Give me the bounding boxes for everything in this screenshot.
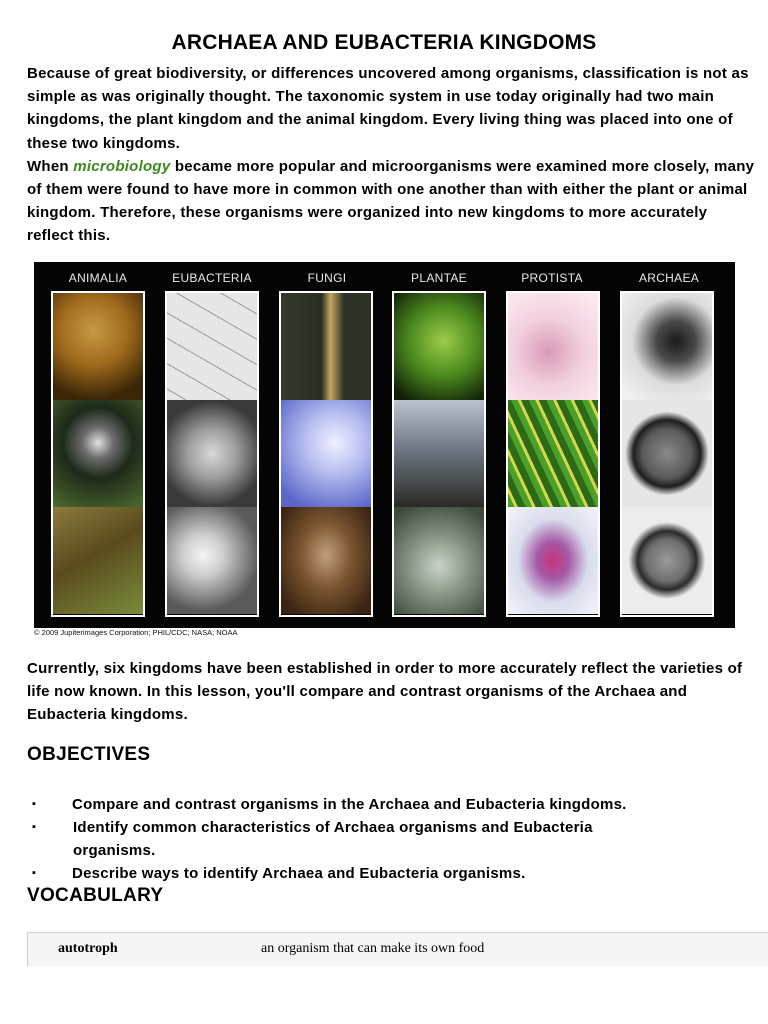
objective-item-1 — [27, 793, 727, 816]
objective-item-2 — [27, 816, 677, 862]
archaea-images — [620, 291, 714, 617]
filament-bacteria-image — [167, 293, 257, 400]
lesson-intro-text: Currently, six kingdoms have been established in order to more accurately reflect the varieties of life now known. In this lesson, you'll compare and contrast organisms of the Archaea and Eubacteria kingdoms. — [27, 660, 743, 724]
diatom-image — [508, 400, 598, 507]
eubacteria-images — [165, 291, 259, 617]
archaea-cell-3-image — [622, 507, 712, 614]
intro-p2-end: became more popular and microorganisms were examined more closely, many of them were found to have more in common with one another than with either the plant or animal kingdom. Therefore, these organisms were organized into new kingdoms to more accurately reflect this. — [27, 157, 759, 245]
lesson-intro — [27, 657, 757, 727]
objectives-heading: OBJECTIVES — [27, 744, 151, 765]
kingdoms-figure — [34, 262, 735, 628]
mold-image — [281, 400, 371, 507]
objective-text-2-value: Identify common characteristics of Archaea organisms and Eubacteria organisms. — [73, 819, 593, 859]
archaea-cell-2-image — [622, 400, 712, 507]
bee-image — [53, 507, 143, 614]
image-credit: © 2009 Jupiterimages Corporation; PHIL/CDC; NASA; NOAA — [34, 628, 238, 637]
protista-images — [506, 291, 600, 617]
objective-text-2 — [27, 816, 677, 862]
label-fungi: FUNGI — [307, 271, 347, 285]
bullet-icon: ▪ — [32, 821, 37, 833]
paramecium-image — [508, 507, 598, 614]
lichen-image — [394, 507, 484, 614]
label-animalia: ANIMALIA — [68, 271, 128, 285]
coral-image — [53, 293, 143, 400]
animalia-images — [51, 291, 145, 617]
vocab-definition: an organism that can make its own food — [261, 941, 485, 956]
intro-paragraph-1: Because of great biodiversity, or differences uncovered among organisms, classification is not as simple as was originally thought. The taxonomic system in use today originally had two main kingdoms, the plant kingdom and the animal kingdom. Every living thing was placed into one of these two kingdoms. — [27, 65, 749, 152]
cocci-bacteria-image — [167, 507, 257, 614]
label-eubacteria: EUBACTERIA — [172, 271, 252, 285]
amoeba-image — [508, 293, 598, 400]
bullet-icon: ▪ — [32, 867, 37, 879]
page-title: ARCHAEA AND EUBACTERIA KINGDOMS — [171, 31, 597, 54]
shelf-fungus-image — [281, 293, 371, 400]
bullet-icon: ▪ — [32, 798, 37, 810]
objective-item-3 — [27, 862, 727, 885]
objective-text-1: Compare and contrast organisms in the Archaea and Eubacteria kingdoms. — [72, 796, 627, 813]
objective-text-3: Describe ways to identify Archaea and Eubacteria organisms. — [72, 865, 526, 882]
fern-image — [394, 293, 484, 400]
monkey-image — [53, 400, 143, 507]
microbiology-link[interactable]: microbiology — [73, 157, 171, 175]
label-archaea: ARCHAEA — [638, 271, 700, 285]
palm-tree-image — [394, 400, 484, 507]
intro-paragraph-2 — [27, 155, 757, 248]
mushroom-image — [281, 507, 371, 614]
intro-text — [27, 62, 757, 248]
rod-bacteria-image — [167, 400, 257, 507]
label-protista: PROTISTA — [521, 271, 583, 285]
label-plantae: PLANTAE — [411, 271, 467, 285]
vocab-term: autotroph — [58, 941, 118, 956]
plantae-images — [392, 291, 486, 617]
intro-p2-start: When — [27, 157, 74, 175]
fungi-images — [279, 291, 373, 617]
archaea-cell-1-image — [622, 293, 712, 400]
vocabulary-heading: VOCABULARY — [27, 885, 164, 906]
vocabulary-table-row — [27, 932, 768, 966]
